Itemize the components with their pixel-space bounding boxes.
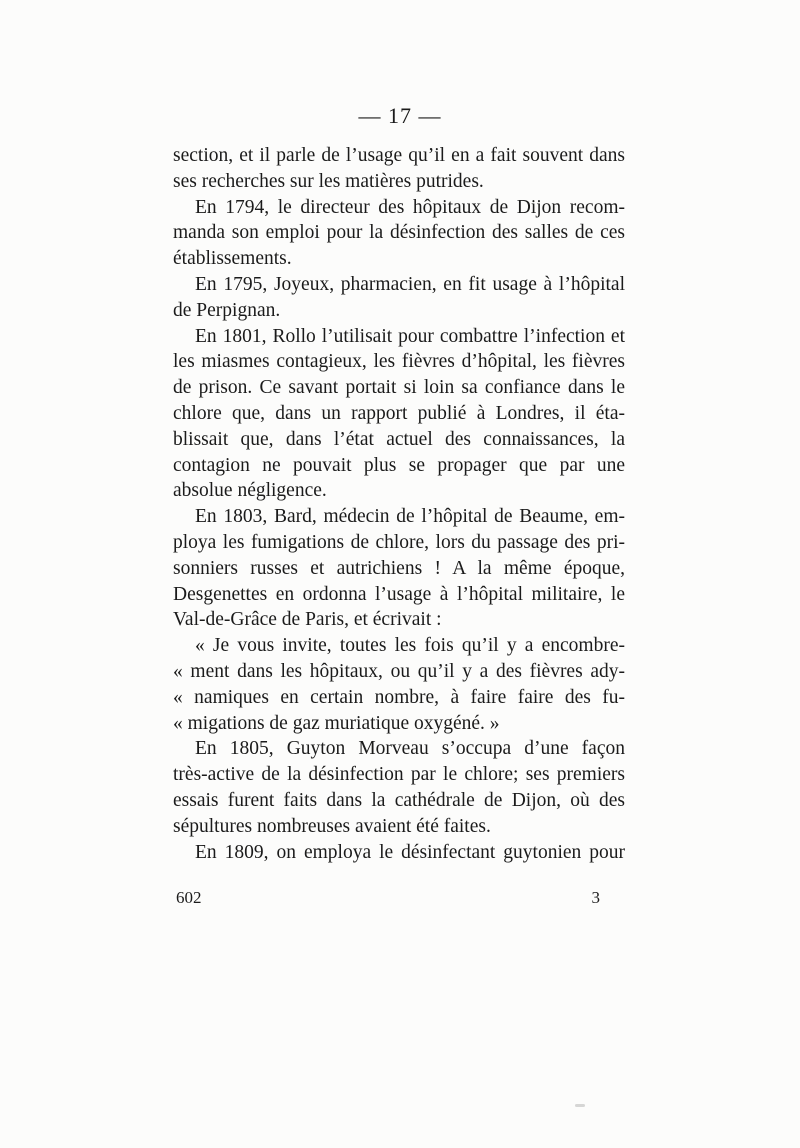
text-line: En 1794, le directeur des hôpitaux de Dijon recom-: [195, 196, 625, 218]
text-line: En 1801, Rollo l’utilisait pour combattre l’infection et: [195, 325, 625, 347]
text-line: En 1795, Joyeux, pharmacien, en fit usage à l’hôpital: [195, 273, 625, 295]
text-line: ploya les fumigations de chlore, lors du passage des pri-: [173, 531, 625, 553]
text-line: les miasmes contagieux, les fièvres d’hôpital, les fièvres: [173, 351, 625, 373]
text-line: absolue négligence.: [173, 480, 327, 502]
quote-line: « Je vous invite, toutes les fois qu’il y a encombre-: [195, 635, 625, 657]
text-line: très-active de la désinfection par le chlore; ses premiers: [173, 764, 625, 786]
quote-line: « namiques en certain nombre, à faire faire des fu-: [173, 686, 625, 708]
text-line: En 1805, Guyton Morveau s’occupa d’une façon: [195, 738, 625, 760]
text-line: manda son emploi pour la désinfection des salles de ces: [173, 222, 625, 244]
text-line: essais furent faits dans la cathédrale de Dijon, où des: [173, 789, 625, 811]
text-line: blissait que, dans l’état actuel des connaissances, la: [173, 428, 625, 450]
text-line: Desgenettes en ordonna l’usage à l’hôpital militaire, le: [173, 583, 625, 605]
text-line: de Perpignan.: [173, 299, 281, 321]
signature-number: 602: [176, 888, 202, 907]
text-line: ses recherches sur les matières putrides.: [173, 170, 484, 192]
quote-line: « ment dans les hôpitaux, ou qu’il y a des fièvres ady-: [173, 660, 625, 682]
text-line: établissements.: [173, 248, 292, 270]
text-line: section, et il parle de l’usage qu’il en a fait souvent dans: [173, 145, 625, 166]
page-number: — 17 —: [358, 103, 442, 128]
signature-mark: 3: [591, 888, 600, 907]
text-line: sépultures nombreuses avaient été faites.: [173, 815, 491, 837]
text-line: contagion ne pouvait plus se propager que par une: [173, 454, 625, 476]
text-line: En 1803, Bard, médecin de l’hôpital de Beaume, em-: [195, 506, 625, 528]
text-line: En 1809, on employa le désinfectant guytonien pour: [195, 841, 625, 863]
body-text: [173, 143, 625, 865]
text-line: de prison. Ce savant portait si loin sa confiance dans le: [173, 377, 625, 399]
paper-speck: [575, 1104, 585, 1107]
text-line: sonniers russes et autrichiens ! A la même époque,: [173, 557, 625, 579]
text-line: Val-de-Grâce de Paris, et écrivait :: [173, 609, 442, 631]
text-line: chlore que, dans un rapport publié à Londres, il éta-: [173, 402, 625, 424]
quote-line: « migations de gaz muriatique oxygéné. »: [173, 712, 500, 734]
